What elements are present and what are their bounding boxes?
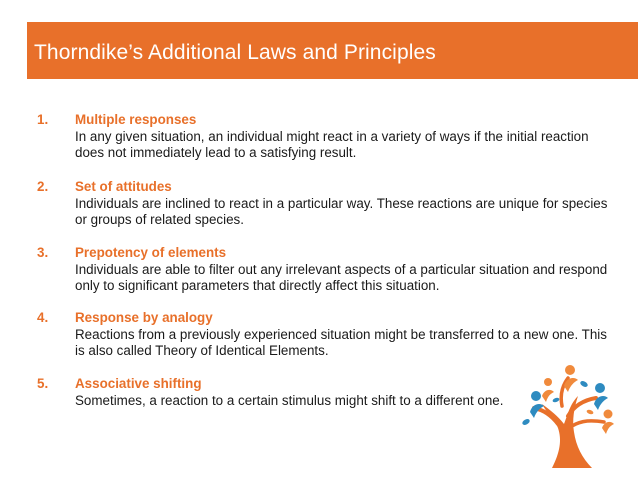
item-number: 2. [37, 179, 49, 194]
list-item [37, 245, 620, 295]
list-item [37, 179, 620, 229]
item-description: Reactions from a previously experienced situation might be transferred to a new one. This is also called Theory of Identical Elements. [75, 326, 607, 358]
item-title: Response by analogy [75, 310, 213, 325]
slide-title: Thorndike’s Additional Laws and Principles [34, 40, 436, 64]
item-number: 4. [37, 310, 49, 325]
item-title: Set of attitudes [75, 179, 172, 194]
item-title: Associative shifting [75, 376, 202, 391]
list-item [37, 310, 620, 360]
item-description: In any given situation, an individual might react in a variety of ways if the initial reaction does not immediately lead to a satisfying result. [75, 128, 589, 160]
item-number: 3. [37, 245, 49, 260]
item-description: Individuals are able to filter out any irrelevant aspects of a particular situation and respond only to significant parameters that directly affect this situation. [75, 261, 608, 293]
item-number: 1. [37, 112, 49, 127]
item-title: Prepotency of elements [75, 245, 227, 260]
title-bar [27, 22, 638, 79]
item-description: Individuals are inclined to react in a particular way. These reactions are unique for species or groups of related species. [75, 195, 608, 227]
item-description: Sometimes, a reaction to a certain stimulus might shift to a different one. [75, 392, 504, 408]
tree-people-logo-icon [512, 360, 616, 470]
list-item [37, 112, 620, 162]
item-number: 5. [37, 376, 49, 391]
item-title: Multiple responses [75, 112, 197, 127]
